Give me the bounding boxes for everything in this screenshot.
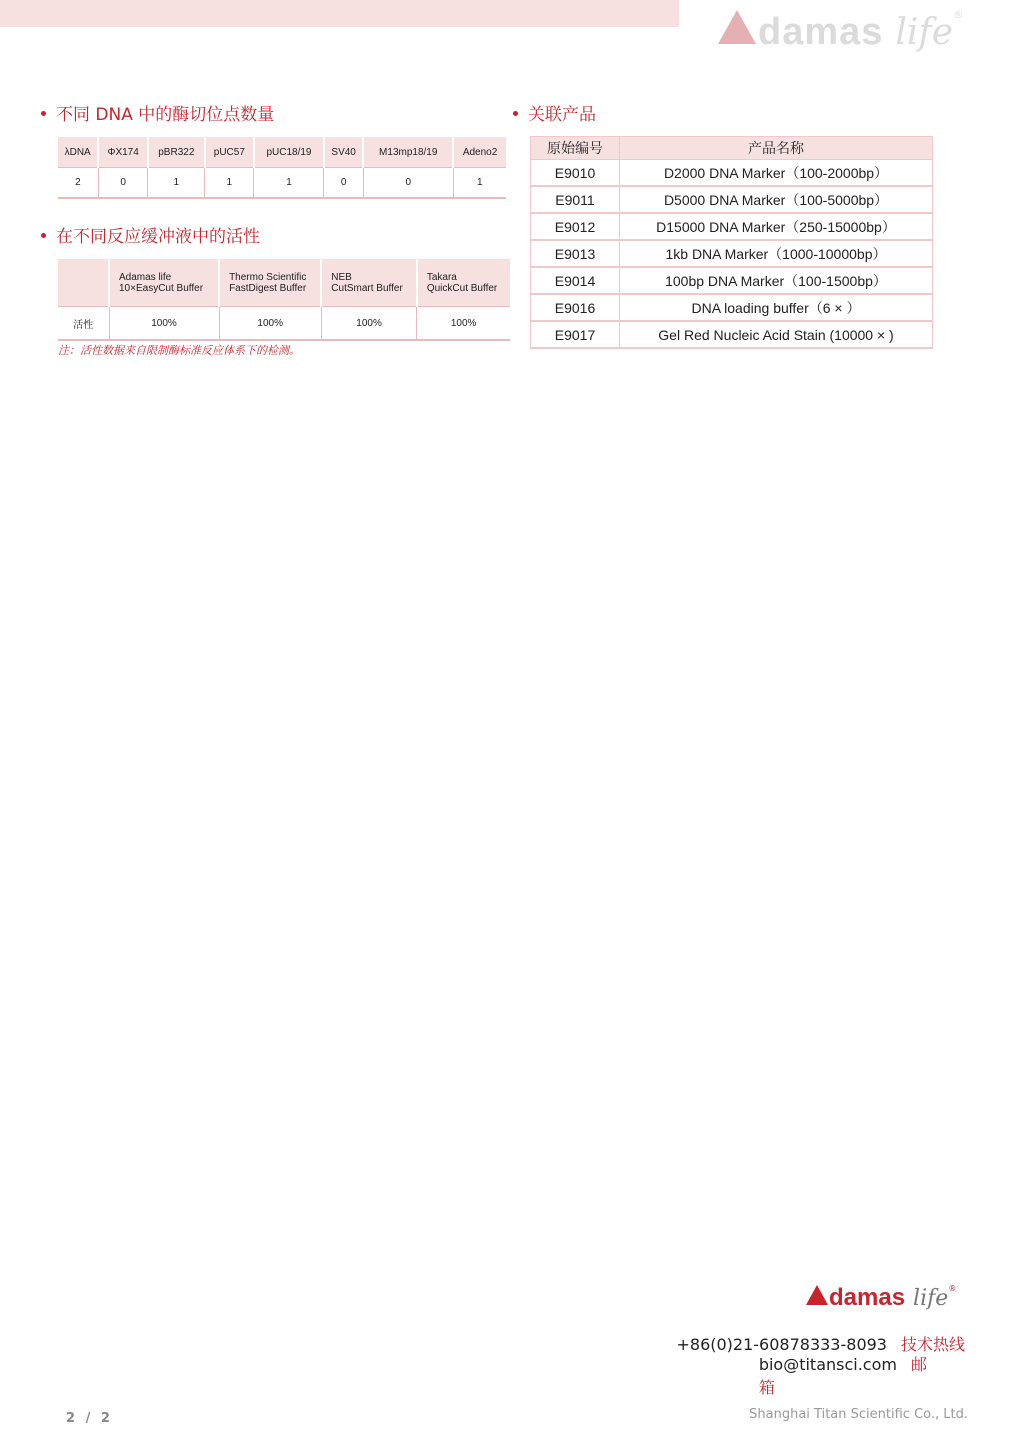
adamas-logo-footer: [806, 1284, 956, 1312]
email-address: bio@titansci.com: [758, 1355, 897, 1374]
table-row: [58, 307, 510, 341]
table-row: [531, 294, 933, 321]
cut-sites-table: [58, 137, 506, 199]
logo-word: damas: [758, 11, 884, 53]
company-name: Shanghai Titan Scientific Co., Ltd.: [749, 1407, 968, 1422]
logo-registered: ®: [953, 10, 964, 21]
buffer-name: CutSmart Buffer: [331, 282, 403, 294]
table-cell: 1: [254, 168, 324, 199]
buffer-brand: Adamas life: [119, 271, 172, 283]
table-header-empty: [58, 259, 109, 307]
bullet-icon: [41, 111, 46, 116]
logo-script: life: [895, 12, 954, 53]
adamas-logo-header: [718, 10, 963, 54]
product-code: E9017: [531, 321, 620, 348]
table-header-cell: pUC18/19: [254, 137, 324, 168]
table-cell: 2: [58, 168, 98, 199]
buffer-activity-table: [58, 259, 510, 341]
table-row: [531, 160, 933, 187]
table-header-cell: SV40: [324, 137, 363, 168]
table-cell: 100%: [219, 307, 321, 341]
table-cell: 1: [205, 168, 254, 199]
buffer-name: 10×EasyCut Buffer: [119, 282, 204, 294]
table-header-cell: Adeno2: [453, 137, 506, 168]
section-title-related-products: [513, 100, 596, 125]
table-header-cell: λDNA: [58, 137, 98, 168]
product-name: D15000 DNA Marker（250-15000bp）: [620, 213, 933, 240]
activity-note: 注：活性数据来自限制酶标准反应体系下的检测。: [58, 344, 300, 357]
contact-email: [759, 1352, 965, 1398]
table-cell: 100%: [109, 307, 219, 341]
product-code: E9016: [531, 294, 620, 321]
table-header-cell: [417, 259, 510, 307]
logo-word: damas: [829, 1284, 906, 1311]
page-number: 2 / 2: [66, 1411, 113, 1426]
section-title-text: 关联产品: [528, 105, 596, 125]
buffer-brand: NEB: [331, 271, 352, 283]
triangle-logo-icon: [806, 1285, 828, 1305]
buffer-brand: Takara: [426, 271, 457, 283]
table-header-cell: [219, 259, 321, 307]
logo-registered: ®: [948, 1284, 957, 1293]
related-products-table: [530, 136, 933, 349]
table-cell: 1: [148, 168, 205, 199]
buffer-name: QuickCut Buffer: [426, 282, 498, 294]
table-cell: 0: [324, 168, 363, 199]
table-header-cell: [109, 259, 219, 307]
product-name: 100bp DNA Marker（100-1500bp）: [620, 267, 933, 294]
phone-label: 技术热线: [900, 1335, 965, 1354]
email-label: 邮箱: [758, 1355, 949, 1397]
table-cell: 100%: [417, 307, 510, 341]
table-header-cell: M13mp18/19: [363, 137, 453, 168]
buffer-brand: Thermo Scientific: [229, 271, 307, 283]
buffer-name: FastDigest Buffer: [229, 282, 307, 294]
table-header-row: [531, 137, 933, 160]
product-code: E9011: [531, 186, 620, 213]
header-band: [0, 0, 679, 27]
phone-number: +86(0)21-60878333-8093: [676, 1335, 887, 1354]
product-name: Gel Red Nucleic Acid Stain (10000 × ): [620, 321, 933, 348]
product-name: 1kb DNA Marker（1000-10000bp）: [620, 240, 933, 267]
product-name: D5000 DNA Marker（100-5000bp）: [620, 186, 933, 213]
row-label: 活性: [58, 307, 109, 341]
table-header-code: 原始编号: [531, 137, 620, 160]
table-header-name: 产品名称: [620, 137, 933, 160]
table-row: [58, 168, 506, 199]
product-code: E9010: [531, 160, 620, 187]
bullet-icon: [41, 233, 46, 238]
section-title-text: 不同 DNA 中的酶切位点数量: [56, 105, 275, 125]
table-row: [531, 186, 933, 213]
section-title-cut-sites: [41, 100, 274, 125]
table-header-row: [58, 137, 506, 168]
table-header-cell: [321, 259, 417, 307]
table-header-cell: pBR322: [148, 137, 205, 168]
product-name: DNA loading buffer（6 × ）: [620, 294, 933, 321]
table-cell: 0: [98, 168, 148, 199]
bullet-icon: [513, 111, 518, 116]
product-name: D2000 DNA Marker（100-2000bp）: [620, 160, 933, 187]
table-cell: 0: [363, 168, 453, 199]
table-row: [531, 213, 933, 240]
section-title-text: 在不同反应缓冲液中的活性: [56, 227, 260, 247]
table-row: [531, 267, 933, 294]
table-header-cell: ΦX174: [98, 137, 148, 168]
table-cell: 100%: [321, 307, 417, 341]
product-code: E9013: [531, 240, 620, 267]
table-header-cell: pUC57: [205, 137, 254, 168]
product-code: E9012: [531, 213, 620, 240]
logo-script: life: [913, 1286, 949, 1311]
triangle-logo-icon: [718, 10, 756, 44]
product-code: E9014: [531, 267, 620, 294]
table-row: [531, 240, 933, 267]
table-header-row: [58, 259, 510, 307]
table-row: [531, 321, 933, 348]
section-title-buffer-activity: [41, 222, 260, 247]
table-cell: 1: [453, 168, 506, 199]
